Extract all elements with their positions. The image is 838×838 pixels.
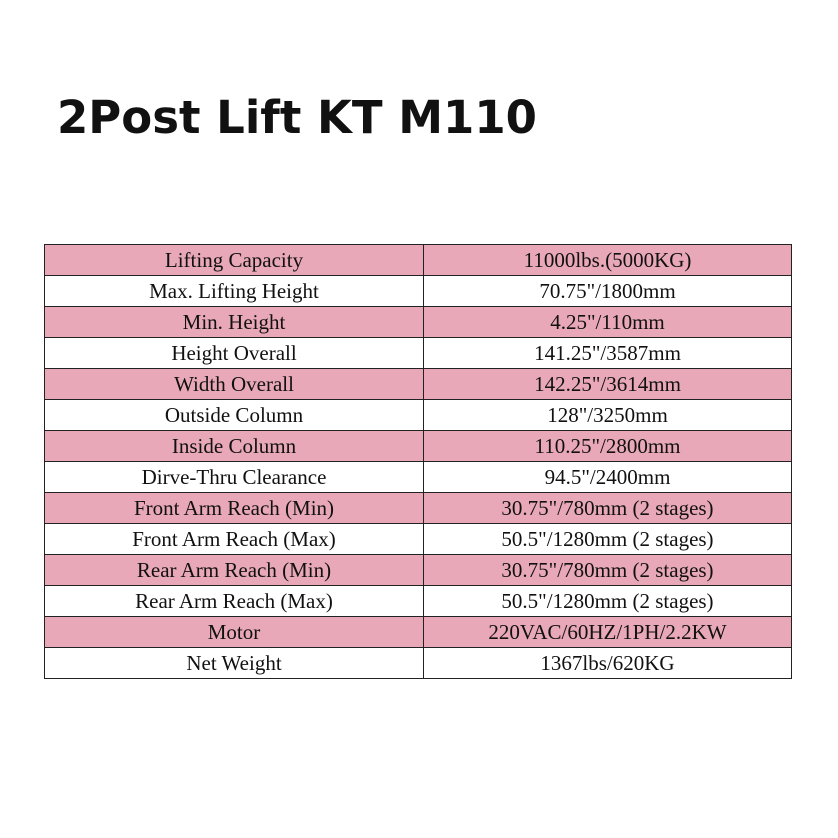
page-title: 2Post Lift KT M110	[57, 91, 537, 144]
spec-row-front-arm-reach-max	[45, 524, 792, 555]
spec-value: 50.5"/1280mm (2 stages)	[424, 586, 792, 617]
spec-value: 50.5"/1280mm (2 stages)	[424, 524, 792, 555]
spec-table	[44, 244, 792, 679]
spec-label: Front Arm Reach (Max)	[45, 524, 424, 555]
spec-label: Inside Column	[45, 431, 424, 462]
spec-label: Rear Arm Reach (Min)	[45, 555, 424, 586]
spec-table-body	[45, 245, 792, 679]
spec-label: Width Overall	[45, 369, 424, 400]
spec-value: 110.25"/2800mm	[424, 431, 792, 462]
spec-row-max-lifting-height	[45, 276, 792, 307]
spec-label: Front Arm Reach (Min)	[45, 493, 424, 524]
spec-row-motor	[45, 617, 792, 648]
spec-row-rear-arm-reach-min	[45, 555, 792, 586]
spec-value: 94.5"/2400mm	[424, 462, 792, 493]
spec-label: Max. Lifting Height	[45, 276, 424, 307]
spec-label: Dirve-Thru Clearance	[45, 462, 424, 493]
spec-row-rear-arm-reach-max	[45, 586, 792, 617]
spec-value: 1367lbs/620KG	[424, 648, 792, 679]
spec-value: 30.75"/780mm (2 stages)	[424, 493, 792, 524]
spec-row-drive-thru-clearance	[45, 462, 792, 493]
spec-row-width-overall	[45, 369, 792, 400]
spec-label: Rear Arm Reach (Max)	[45, 586, 424, 617]
spec-label: Min. Height	[45, 307, 424, 338]
spec-row-net-weight	[45, 648, 792, 679]
spec-value: 11000lbs.(5000KG)	[424, 245, 792, 276]
spec-row-front-arm-reach-min	[45, 493, 792, 524]
spec-row-height-overall	[45, 338, 792, 369]
spec-row-lifting-capacity	[45, 245, 792, 276]
spec-value: 220VAC/60HZ/1PH/2.2KW	[424, 617, 792, 648]
spec-value: 70.75"/1800mm	[424, 276, 792, 307]
spec-value: 142.25"/3614mm	[424, 369, 792, 400]
spec-label: Motor	[45, 617, 424, 648]
spec-label: Net Weight	[45, 648, 424, 679]
spec-row-inside-column	[45, 431, 792, 462]
spec-row-min-height	[45, 307, 792, 338]
spec-row-outside-column	[45, 400, 792, 431]
spec-label: Height Overall	[45, 338, 424, 369]
spec-value: 128"/3250mm	[424, 400, 792, 431]
spec-label: Lifting Capacity	[45, 245, 424, 276]
spec-label: Outside Column	[45, 400, 424, 431]
spec-value: 30.75"/780mm (2 stages)	[424, 555, 792, 586]
spec-value: 4.25"/110mm	[424, 307, 792, 338]
spec-value: 141.25"/3587mm	[424, 338, 792, 369]
